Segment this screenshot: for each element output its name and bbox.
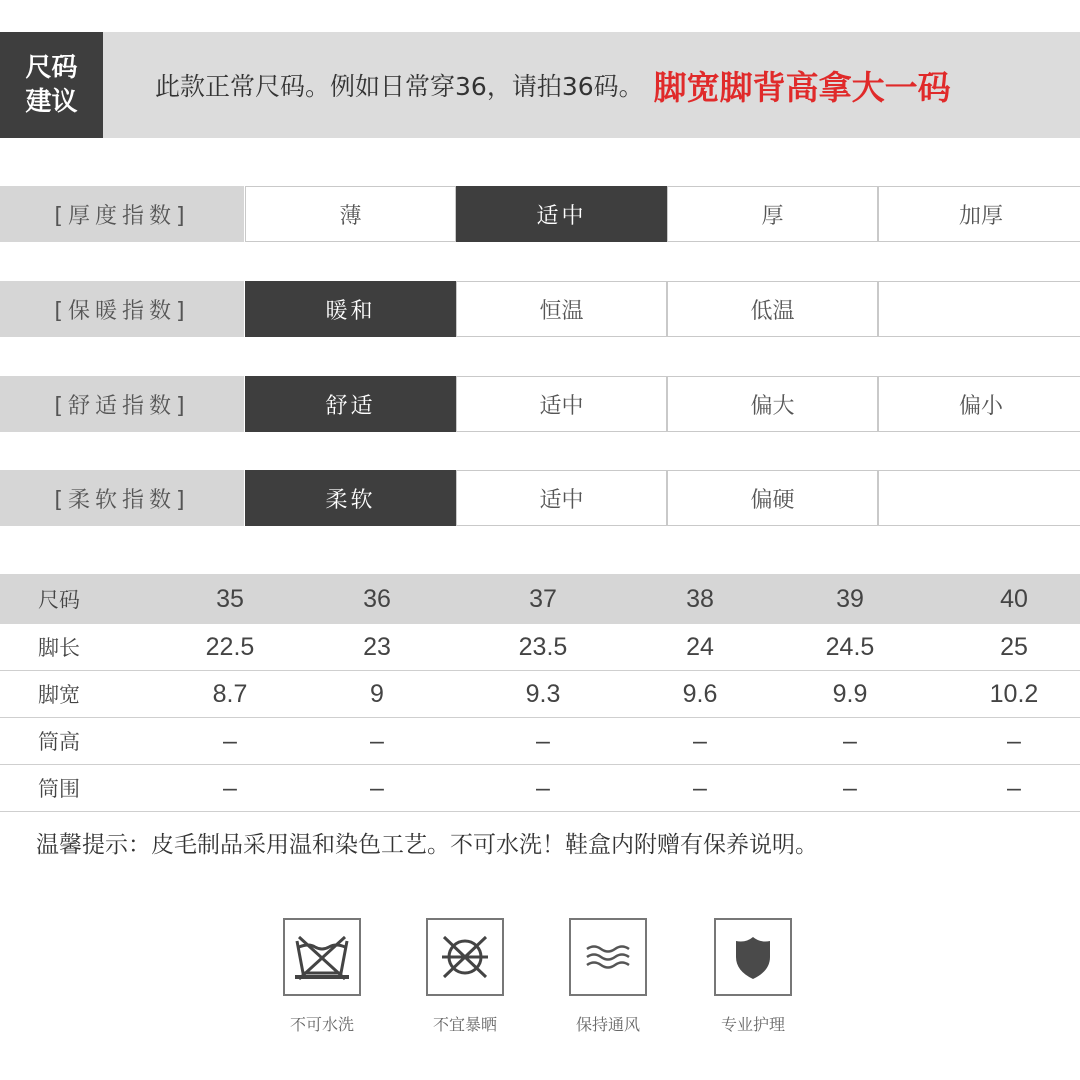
size-table-row [0, 671, 1080, 718]
size-row-label: 脚宽 [38, 683, 80, 707]
index-label: [柔软指数] [0, 470, 244, 526]
index-option: 偏大 [667, 376, 878, 432]
index-option: 柔软 [245, 470, 456, 526]
size-cell: – [1007, 773, 1021, 802]
care-tip: 温馨提示：皮毛制品采用温和染色工艺。不可水洗！鞋盒内附赠有保养说明。 [36, 832, 818, 858]
size-advice-text-block [155, 32, 951, 138]
index-option: 暖和 [245, 281, 456, 337]
index-label: [保暖指数] [0, 281, 244, 337]
size-advice-highlight: 脚宽脚背高拿大一码 [653, 67, 951, 107]
index-option: 适中 [456, 376, 667, 432]
size-cell: – [1007, 726, 1021, 755]
care-label-shield: 专业护理 [720, 1015, 785, 1034]
size-cell: – [843, 726, 857, 755]
size-table [0, 574, 1080, 812]
care-item-ventilate [569, 918, 647, 1035]
index-option: 厚 [667, 186, 878, 242]
size-cell: – [223, 773, 237, 802]
size-cell: – [223, 726, 237, 755]
index-option [878, 470, 1080, 526]
size-cell: 25 [1000, 632, 1028, 661]
size-cell: 9.6 [682, 679, 718, 708]
size-advice-tag-line1: 尺码 [25, 53, 78, 83]
index-option: 加厚 [878, 186, 1080, 242]
size-cell: 10.2 [989, 679, 1039, 708]
no-wash-icon [283, 918, 361, 996]
index-label: [厚度指数] [0, 186, 244, 242]
size-row-label: 脚长 [38, 636, 80, 660]
index-option [878, 281, 1080, 337]
size-row-label: 尺码 [38, 588, 80, 612]
size-row-label: 筒高 [38, 730, 80, 754]
size-cell: 9.9 [832, 679, 868, 708]
care-item-no-wash [283, 918, 361, 1035]
index-option: 偏硬 [667, 470, 878, 526]
size-advice-tag-line2: 建议 [25, 87, 78, 117]
shield-icon [714, 918, 792, 996]
size-advice-tag [0, 32, 103, 138]
size-advice-text: 此款正常尺码。例如日常穿36，请拍36码。 [155, 72, 644, 101]
size-cell: – [693, 773, 707, 802]
size-cell: 38 [686, 584, 714, 613]
index-option: 低温 [667, 281, 878, 337]
care-label-no-sun-dry: 不宜暴晒 [432, 1015, 497, 1034]
care-item-shield [714, 918, 792, 1035]
size-cell: 9 [370, 679, 384, 708]
size-cell: 23 [363, 632, 391, 661]
size-cell: – [370, 773, 384, 802]
index-option: 适中 [456, 470, 667, 526]
size-advice-banner [0, 32, 1080, 138]
index-row [0, 376, 1080, 432]
size-cell: – [370, 726, 384, 755]
size-table-row [0, 765, 1080, 812]
index-row [0, 186, 1080, 242]
size-row-label: 筒围 [38, 777, 80, 801]
ventilate-icon [569, 918, 647, 996]
index-row [0, 470, 1080, 526]
index-option: 恒温 [456, 281, 667, 337]
size-cell: 36 [363, 584, 391, 613]
size-cell: 24.5 [825, 632, 875, 661]
size-cell: 22.5 [205, 632, 255, 661]
size-table-row [0, 718, 1080, 765]
size-cell: – [693, 726, 707, 755]
index-row [0, 281, 1080, 337]
index-option: 舒适 [245, 376, 456, 432]
size-cell: 35 [216, 584, 244, 613]
size-cell: – [536, 726, 550, 755]
care-item-no-sun-dry [426, 918, 504, 1035]
size-cell: – [843, 773, 857, 802]
care-label-no-wash: 不可水洗 [289, 1015, 354, 1034]
index-label: [舒适指数] [0, 376, 244, 432]
size-cell: 37 [529, 584, 557, 613]
size-cell: 24 [686, 632, 714, 661]
index-option: 适中 [456, 186, 667, 242]
size-cell: 9.3 [525, 679, 561, 708]
size-cell: 23.5 [518, 632, 568, 661]
care-label-ventilate: 保持通风 [575, 1015, 640, 1034]
size-cell: 40 [1000, 584, 1028, 613]
index-option: 偏小 [878, 376, 1080, 432]
size-table-header [0, 574, 1080, 624]
size-cell: 8.7 [212, 679, 248, 708]
no-sun-dry-icon [426, 918, 504, 996]
size-table-row [0, 624, 1080, 671]
index-option: 薄 [245, 186, 456, 242]
size-cell: 39 [836, 584, 864, 613]
size-cell: – [536, 773, 550, 802]
